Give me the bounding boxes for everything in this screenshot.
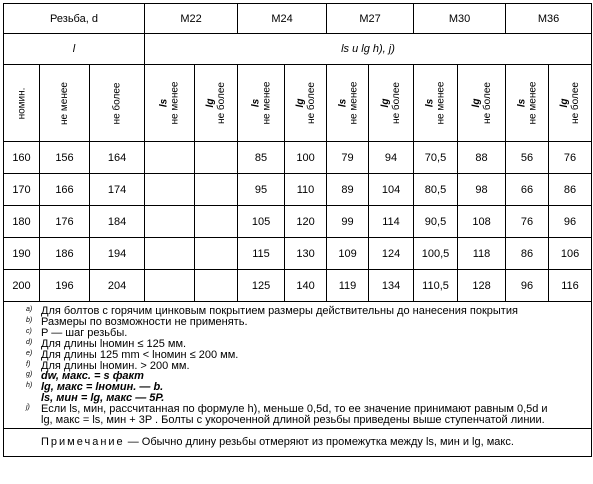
thread-label: Резьба, d <box>50 12 98 25</box>
size-header-m27: M27 <box>327 4 414 34</box>
col-m36-lg: lg не более <box>549 65 592 142</box>
thread-length-table <box>3 3 592 457</box>
footnote-g: g) dw, макс. = s факт <box>26 370 144 383</box>
footnote-f: f) Для длины lномин. > 200 мм. <box>26 359 190 372</box>
remark-text: — Обычно длину резьбы отмеряют из промежутка между ls, мин и lg, макс. <box>124 436 514 449</box>
col-nominal: номин. <box>4 65 40 142</box>
table-row: 160 156 164 85 100 79 94 70,5 88 56 76 <box>4 142 592 174</box>
footnote-h: h) lg, макс = lномин. — b. <box>26 381 164 394</box>
col-max: не более <box>90 65 145 142</box>
footnote-d: d) Для длины lномин ≤ 125 мм. <box>26 337 187 350</box>
footnote-i: ls, мин = lg, макс — 5P. <box>41 392 165 405</box>
footnote-k: lg, макс = ls, мин + 3P . Болты с укороченной длиной резьбы приведены выше ступенчатой линии. <box>41 414 545 427</box>
col-m24-ls: ls не менее <box>238 65 285 142</box>
thread-header <box>4 4 145 34</box>
footnote-b: b) Размеры по возможности не применять. <box>26 315 248 328</box>
footnote-a: a) Для болтов с горячим цинковым покрытием размеры действительны до нанесения покрытия <box>26 305 518 317</box>
col-m24-lg: lg не более <box>285 65 327 142</box>
size-header-m36: M36 <box>506 4 592 34</box>
table-row: 200 196 204 125 140 119 134 110,5 128 96 116 <box>4 270 592 302</box>
size-header-m22: M22 <box>145 4 238 34</box>
footnote-j: j) Если ls, мин, рассчитанная по формуле h), меньше 0,5d, то ее значение принимают равным 0,5d и <box>26 403 548 416</box>
size-header-m24: M24 <box>238 4 327 34</box>
size-header-m30: M30 <box>414 4 506 34</box>
col-m30-lg: lg не более <box>458 65 506 142</box>
col-m30-ls: ls не менее <box>414 65 458 142</box>
ls-lg-header: ls и lg h), j) <box>145 34 592 65</box>
footnote-c: c) P — шаг резьбы. <box>26 326 128 339</box>
table-row: 190 186 194 115 130 109 124 100,5 118 86 106 <box>4 238 592 270</box>
footnote-e: e) Для длины 125 mm < lномин ≤ 200 мм. <box>26 348 239 361</box>
col-m27-ls: ls не менее <box>327 65 369 142</box>
col-m36-ls: ls не менее <box>506 65 549 142</box>
col-m22-lg: lg не более <box>195 65 238 142</box>
table-row: 180 176 184 105 120 99 114 90,5 108 76 96 <box>4 206 592 238</box>
remark-row <box>4 428 592 456</box>
length-header: l <box>4 34 145 65</box>
col-m27-lg: lg не более <box>369 65 414 142</box>
col-min: не менее <box>40 65 90 142</box>
table-row: 170 166 174 95 110 89 104 80,5 98 66 86 <box>4 174 592 206</box>
remark-label: Примечание <box>41 436 125 449</box>
col-m22-ls: ls не менее <box>145 65 195 142</box>
footnotes-block <box>4 302 592 429</box>
